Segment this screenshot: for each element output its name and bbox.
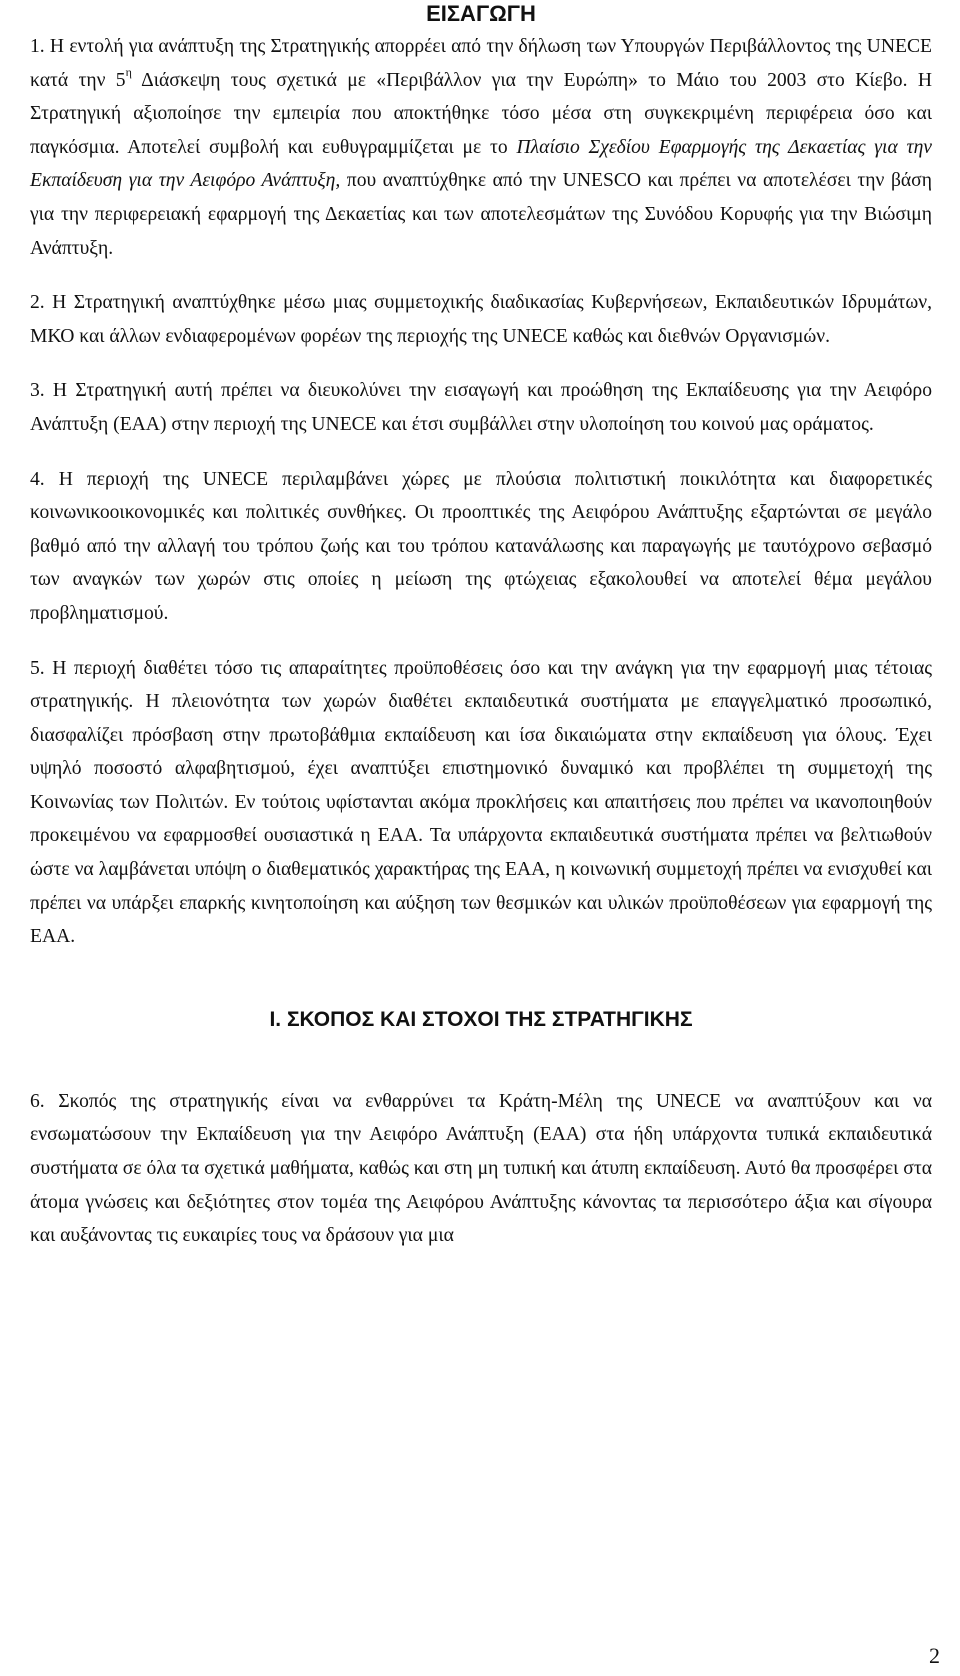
paragraph-1	[30, 30, 932, 265]
paragraph-2: 2. Η Στρατηγική αναπτύχθηκε μέσω μιας συμμετοχικής διαδικασίας Κυβερνήσεων, Εκπαιδευτικών Ιδρυμάτων, ΜΚΟ και άλλων ενδιαφερομένων φορέων της περιοχής της UNECE καθώς και διεθνών Οργανισμών.	[30, 292, 932, 347]
paragraph-6: 6. Σκοπός της στρατηγικής είναι να ενθαρρύνει τα Κράτη-Μέλη της UNECE να αναπτύξουν και να ενσωματώσουν την Εκπαίδευση για την Αειφόρο Ανάπτυξη (ΕΑΑ) στα ήδη υπάρχοντα τυπικά εκπαιδευτικά συστήματα σε όλα τα σχετικά μαθήματα, καθώς και στη μη τυπική και άτυπη εκπαίδευση. Αυτό θα προσφέρει στα άτομα γνώσεις και δεξιότητες στον τομέα της Αειφόρου Ανάπτυξης κάνοντας τα περισσότερο άξια και σίγουρα και αυξάνοντας τις ευκαιρίες τους να δράσουν για μια	[30, 1090, 932, 1247]
page-number: 2	[929, 1643, 940, 1668]
paragraph-3: 3. Η Στρατηγική αυτή πρέπει να διευκολύνει την εισαγωγή και προώθηση της Εκπαίδευσης για την Αειφόρο Ανάπτυξη (ΕΑΑ) στην περιοχή της UNECE και έτσι συμβάλλει στην υλοποίηση του κοινού μας οράματος.	[30, 380, 932, 435]
section-heading: Ι. ΣΚΟΠΟΣ ΚΑΙ ΣΤΟΧΟΙ ΤΗΣ ΣΤΡΑΤΗΓΙΚΗΣ	[269, 1007, 693, 1031]
superscript-ordinal: η	[125, 65, 132, 80]
paragraph-1-text-a: 1. Η εντολή για ανάπτυξη της Στρατηγικής απορρέει από την δήλωση των Υπουργών Περιβάλλοντος της UNECE κατά την 5	[30, 36, 932, 91]
paragraph-1-text-b: Διάσκεψη τους σχετικά με «Περιβάλλον για την Ευρώπη» το Μάιο του 2003 στο Κίεβο. Η Στρατηγική αξιοποίησε την εμπειρία που αποκτήθηκε τόσο μέσα στη συγκεκριμένη περιφέρεια όσο και παγκόσμια. Αποτελεί συμβολή και ευθυγραμμίζεται με το	[30, 69, 932, 158]
framework-title-italic: Πλαίσιο Σχεδίου Εφαρμογής της Δεκαετίας για την Εκπαίδευση για την Αειφόρο Ανάπτυξη,	[30, 136, 932, 192]
paragraph-5: 5. Η περιοχή διαθέτει τόσο τις απαραίτητες προϋποθέσεις όσο και την ανάγκη για την εφαρμογή μιας τέτοιας στρατηγικής. Η πλειονότητα των χωρών διαθέτει εκπαιδευτικά συστήματα με επαγγελματικό προσωπικό, διασφαλίζει πρόσβαση στην πρωτοβάθμια εκπαίδευση και ίσα δικαιώματα στην εκπαίδευση για όλους. Έχει υψηλό ποσοστό αλφαβητισμού, έχει αναπτύξει επιστημονικό δυναμικό και προβλέπει τη συμμετοχή της Κοινωνίας των Πολιτών. Εν τούτοις υφίστανται ακόμα προκλήσεις και απαιτήσεις που πρέπει να ικανοποιηθούν προκειμένου να εφαρμοσθεί ουσιαστικά η ΕΑΑ. Τα υπάρχοντα εκπαιδευτικά συστήματα πρέπει να βελτιωθούν ώστε να λαμβάνεται υπόψη ο διαθεματικός χαρακτήρας της ΕΑΑ, η κοινωνική συμμετοχή πρέπει να ενισχυθεί και πρέπει να υπάρξει επαρκής κινητοποίηση και αύξηση των θεσμικών και υλικών προϋποθέσεων για εφαρμογή της ΕΑΑ.	[30, 657, 932, 948]
document-heading: ΕΙΣΑΓΩΓΗ	[426, 1, 536, 26]
paragraph-1-text-c: που αναπτύχθηκε από την UNESCO και πρέπει να αποτελέσει την βάση για την περιφερειακή εφαρμογή της Δεκαετίας και των αποτελεσμάτων της Συνόδου Κορυφής για την Βιώσιμη Ανάπτυξη.	[30, 170, 932, 259]
paragraph-4: 4. Η περιοχή της UNECE περιλαμβάνει χώρες με πλούσια πολιτιστική ποικιλότητα και διαφορετικές κοινωνικοοικονομικές και πολιτικές συνθήκες. Οι προοπτικές της Αειφόρου Ανάπτυξης εξαρτώνται σε μεγάλο βαθμό από την αλλαγή του τρόπου ζωής και του τρόπου κατανάλωσης και παραγωγής με ταυτόχρονο σεβασμό των αναγκών των χωρών στις οποίες η μείωση της φτώχειας εξακολουθεί να αποτελεί θέμα μεγάλου προβληματισμού.	[30, 468, 932, 624]
